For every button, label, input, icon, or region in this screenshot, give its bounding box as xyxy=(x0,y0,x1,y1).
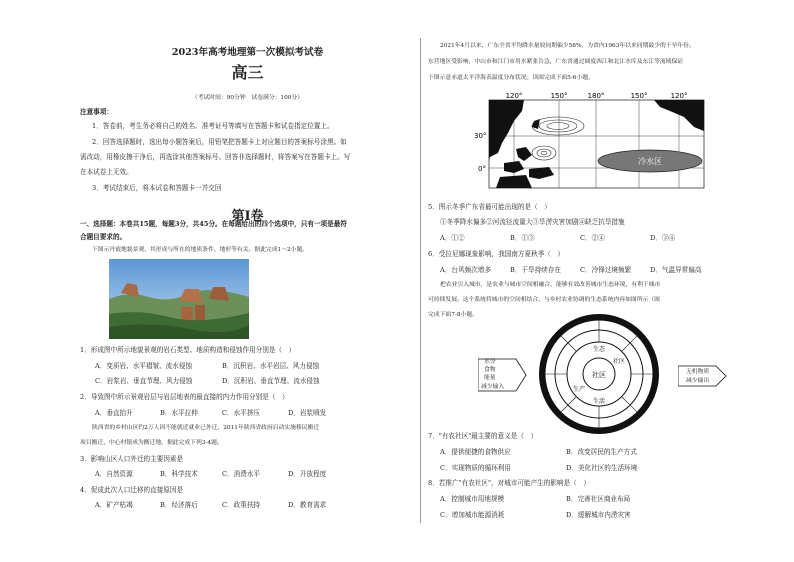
notice-line: 3．考试结束后，将本试卷和答题卡一并交回 xyxy=(92,184,222,192)
right-passage: 下图示意赤道太平洋海表温度分布状况。读图完成下面5-6小题。 xyxy=(428,75,594,81)
grade-title: 高三 xyxy=(231,63,264,82)
question-2: 2．导致图中所示景观岩层与岩层地表的最直接的内力作用分别是（ ） xyxy=(80,393,289,401)
exam-info: （考试时间：90分钟 试卷满分：100分） xyxy=(191,95,304,101)
passage-intro: 下图示丹霞地貌景观，其形成与所在的地质条件、地形等有关。据此完成1～2小题。 xyxy=(92,247,309,253)
option[interactable]: D．沉积岩、垂直节理、流水侵蚀 xyxy=(222,377,320,385)
option[interactable]: C．水平挤压 xyxy=(222,409,261,417)
notice-line: 需改动，用橡皮擦干净后，再选涂其他答案标号。回答非选择题时，将答案写在答题卡上。写 xyxy=(80,153,351,161)
option[interactable]: D．气温异常偏高 xyxy=(650,266,702,274)
question-3: 3．影响山区人口外迁的主要因素是 xyxy=(80,455,184,463)
option[interactable]: D．美化社区的生活环境 xyxy=(566,464,638,472)
option[interactable]: A．自然资源 xyxy=(95,470,133,478)
input-label: 水分 xyxy=(484,359,496,365)
notice-line: 在本试卷上无效。 xyxy=(80,168,133,176)
part1-heading: 一、选择题：本卷共15题，每题3分，共45分。在每题给出的四个选项中，只有一项是最符 xyxy=(80,220,347,228)
part1-heading: 合题目要求的。 xyxy=(80,233,127,241)
option[interactable]: B．干旱持续存在 xyxy=(510,266,562,274)
diagram-ring-label: 生产 xyxy=(572,386,586,393)
option[interactable]: B．沉积岩、水平岩层、风力侵蚀 xyxy=(222,362,320,370)
right-passage-2: 完成下面7-8小题。 xyxy=(428,312,478,318)
option[interactable]: D．岩浆喷发 xyxy=(288,409,327,417)
map-lon-label: 120° xyxy=(670,92,688,100)
input-label: 能量 xyxy=(484,375,496,381)
option[interactable]: D．教育需求 xyxy=(288,501,327,509)
notice-heading: 注意事项： xyxy=(80,108,113,116)
passage-2: 项目搬迁，中心村镇成为搬迁地。据此完成下列3-4题。 xyxy=(80,440,223,446)
output-label: 无机物质 xyxy=(686,369,710,375)
question-8: 8．若推广"有农社区"，对城市可能产生的影响是（ ） xyxy=(428,479,590,487)
right-passage-2: 可持续发展。这个系统将城市的空间相结合，与乡村农业协调的生态系统内容如图所示（图 xyxy=(428,297,660,303)
right-passage: 2021年4月以来，广东全省平均降水量较同期偏少58%，为省内1963年以来同期最少的干旱年份。 xyxy=(440,43,695,49)
option[interactable]: B．完善社区商业布局 xyxy=(566,495,631,503)
option[interactable]: A．矿产枯竭 xyxy=(95,501,133,509)
notice-line: 2．回答选择题时，选出每小题答案后，用铅笔把答题卡上对应题目的答案标号涂黑。如 xyxy=(92,138,347,146)
question-7: 7．"有农社区"最主要的意义是（ ） xyxy=(428,432,538,440)
question-5: 5．图示冬季广东省最可能出现的是（ ） xyxy=(428,203,551,211)
map-lon-label: 180° xyxy=(587,92,605,100)
option[interactable]: B．经济落后 xyxy=(160,501,198,509)
diagram-ring-label: 社区 xyxy=(612,358,626,365)
question-4: 4．促成此次人口迁移的直接原因是 xyxy=(80,486,184,494)
option[interactable]: C．岩浆岩、垂直节理、风力侵蚀 xyxy=(95,377,193,385)
exam-title: 2023年高考地理第一次模拟考试卷 xyxy=(171,47,324,58)
input-label: 减少输入 xyxy=(481,384,505,390)
option[interactable]: C．实现物质的循环利用 xyxy=(440,464,511,472)
diagram-center-label: 社区 xyxy=(592,371,606,379)
question-6: 6．受拉尼娜现象影响，我国南方夏秋季（ ） xyxy=(428,250,565,258)
option[interactable]: A．台风频次增多 xyxy=(440,266,491,274)
option[interactable]: A．提供便捷的食物供应 xyxy=(440,448,511,456)
passage-2: 陕西省的乡村山区约2万人因不能就近就业已外迁，2011年陕西省政府启动实施移民搬迁 xyxy=(92,425,320,431)
danxia-landscape-photo xyxy=(109,259,249,339)
option[interactable]: B．①③ xyxy=(510,234,535,242)
option[interactable]: A．垂直抬升 xyxy=(95,409,133,417)
option[interactable]: C．②④ xyxy=(580,234,605,242)
option[interactable]: B．科学技术 xyxy=(160,470,198,478)
option[interactable]: C．增加城市能源消耗 xyxy=(440,511,505,519)
notice-line: 1．答卷前，考生务必将自己的姓名、准考证号等填写在答题卡和试卷指定位置上。 xyxy=(92,122,334,130)
option[interactable]: B．水平拉伸 xyxy=(160,409,198,417)
question-5-statements: ①冬季降水偏多②河流径流量大③旱涝灾害加剧④缺乏抗旱措施 xyxy=(440,218,625,226)
output-label: 减少输出 xyxy=(686,378,710,384)
map-lon-label: 150° xyxy=(630,92,648,100)
right-passage-2: 把农业引入城市，是农业与城市空间相融合，能够有效改善城市生态环境，有利于城市 xyxy=(440,282,661,288)
column-divider xyxy=(420,38,421,523)
option[interactable]: D．③④ xyxy=(650,234,676,242)
right-passage: 东营地区受影响，中山市和江门市用水紧张告急，广东省通过调度西江和北江水库及东江等流域保证 xyxy=(428,59,684,65)
section-title: 第Ⅰ卷 xyxy=(231,209,264,224)
map-lat-label: 0° xyxy=(478,165,486,173)
diagram-ring-label: 生态 xyxy=(592,346,606,353)
option[interactable]: C．消费水平 xyxy=(222,470,261,478)
option[interactable]: B．改变居民的生产方式 xyxy=(566,448,637,456)
diagram-ring-label: 生活 xyxy=(592,398,606,405)
pacific-sst-map xyxy=(474,91,707,191)
question-1: 1．形成图中所示地貌景观的岩石类型、地质构造和侵蚀作用分别是（ ） xyxy=(80,346,296,354)
cold-zone-label: 冷水区 xyxy=(638,157,662,166)
community-agriculture-diagram xyxy=(505,307,693,442)
input-label: 食物 xyxy=(484,367,496,373)
option[interactable]: C．冷锋过境频繁 xyxy=(580,266,632,274)
option[interactable]: A．①② xyxy=(440,234,465,242)
map-lon-label: 120° xyxy=(505,92,523,100)
option[interactable]: D．缓解城市内涝灾害 xyxy=(566,511,631,519)
option[interactable]: A．控制城市用地规模 xyxy=(440,495,505,503)
map-lon-label: 150° xyxy=(550,92,568,100)
map-lat-label: 30° xyxy=(474,132,487,140)
option[interactable]: C．政策扶持 xyxy=(222,501,261,509)
option[interactable]: A．变质岩、水平褶皱、流水侵蚀 xyxy=(95,362,193,370)
option[interactable]: D．开放程度 xyxy=(288,470,327,478)
